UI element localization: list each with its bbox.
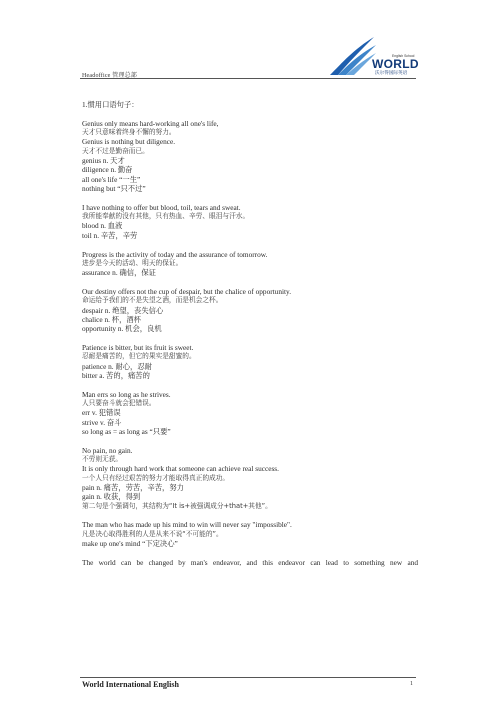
text-line: 命运给予我们的不是失望之酒，而是机会之杯。 (82, 296, 223, 305)
text-line: 天才只意味着终身不懈的努力。 (82, 128, 176, 137)
text-line: opportunity n. 机会，良机 (82, 324, 162, 334)
text-line: 一个人只有经过艰苦的努力才能取得真正的成功。 (82, 473, 230, 482)
header-text: Headoffice 管理总部 (82, 73, 138, 79)
text-line: Man errs so long as he strives. (82, 389, 171, 399)
text-line: all one's life “一生” (82, 174, 141, 184)
text-line: despair n. 绝望，丧失信心 (82, 305, 164, 315)
text-line: toil n. 辛苦，辛劳 (82, 230, 138, 240)
blank-line (82, 334, 418, 343)
text-line: I have nothing to offer but blood, toil, tears and sweat. (82, 202, 241, 212)
text-line: nothing but “只不过” (82, 184, 146, 194)
page-number: 1 (410, 681, 413, 687)
text-line: chalice n. 杯，酒杯 (82, 314, 141, 324)
text-line: bitter a. 苦的，痛苦的 (82, 370, 150, 380)
footer-rule (80, 677, 416, 678)
blank-line (82, 109, 418, 118)
text-line: patience n. 耐心，忍耐 (82, 361, 152, 371)
text-line: blood n. 血液 (82, 221, 123, 231)
blank-line (82, 240, 418, 249)
text-line: pain n. 痛苦，劳苦，辛苦，努力 (82, 483, 184, 493)
text-line: gain n. 收获，得到 (82, 492, 141, 502)
text-line: 不劳则无获。 (82, 455, 123, 464)
text-line: Genius only means hard-working all one's life, (82, 118, 219, 128)
text-line: The man who has made up his mind to win will never say "impossible". (82, 520, 292, 530)
text-line: 我所能奉献的没有其他，只有热血、辛劳、眼泪与汗水。 (82, 212, 250, 221)
text-line: Progress is the activity of today and the assurance of tomorrow. (82, 249, 268, 259)
text-line: Patience is bitter, but its fruit is sweet. (82, 342, 194, 352)
text-line: 1.惯用口语句子： (82, 100, 139, 109)
blank-line (82, 436, 418, 445)
text-line: strive v. 奋斗 (82, 417, 122, 427)
blank-line (82, 278, 418, 287)
text-line: It is only through hard work that someone can achieve real success. (82, 464, 279, 474)
text-line: No pain, no gain. (82, 445, 133, 455)
blank-line (82, 511, 418, 520)
text-line: 人只要奋斗就会犯错误。 (82, 399, 156, 407)
text-line: 凡是决心取得胜利的人是从来不说“不可能的”。 (82, 529, 223, 538)
text-line: assurance n. 确信，保证 (82, 268, 156, 278)
header-rule (80, 78, 416, 79)
logo-cn: 沃尔得国际英语 (375, 71, 408, 76)
text-line: Our destiny offers not the cup of despair, but the chalice of opportunity. (82, 286, 292, 296)
text-line: genius n. 天才 (82, 156, 125, 166)
world-logo (324, 35, 419, 77)
footer-text: World International English (82, 680, 179, 689)
text-line: 第二句是个强调句，其结构为“It is+被强调成分+that+其他”。 (82, 501, 272, 510)
text-line: 天才不过是勤奋而已。 (82, 146, 149, 155)
text-line: err v. 犯错误 (82, 408, 121, 418)
text-line: 忍耐是痛苦的，但它的果实是甜蜜的。 (82, 352, 196, 361)
text-line: diligence n. 勤奋 (82, 165, 133, 175)
text-line: 进步是今天的活动、明天的保证。 (82, 258, 183, 267)
text-line: The world can be changed by man's endeavor, and this endeavor can lead to something new and (82, 557, 418, 567)
text-line: Genius is nothing but diligence. (82, 137, 176, 147)
blank-line (82, 380, 418, 389)
logo-school: English School (392, 54, 415, 58)
blank-line (82, 193, 418, 202)
document-body (82, 100, 418, 567)
text-line: make up one's mind “下定决心” (82, 539, 178, 549)
text-line: so long as = as long as “只要” (82, 427, 171, 437)
logo-world: WORLD (372, 57, 419, 71)
blank-line (82, 549, 418, 558)
